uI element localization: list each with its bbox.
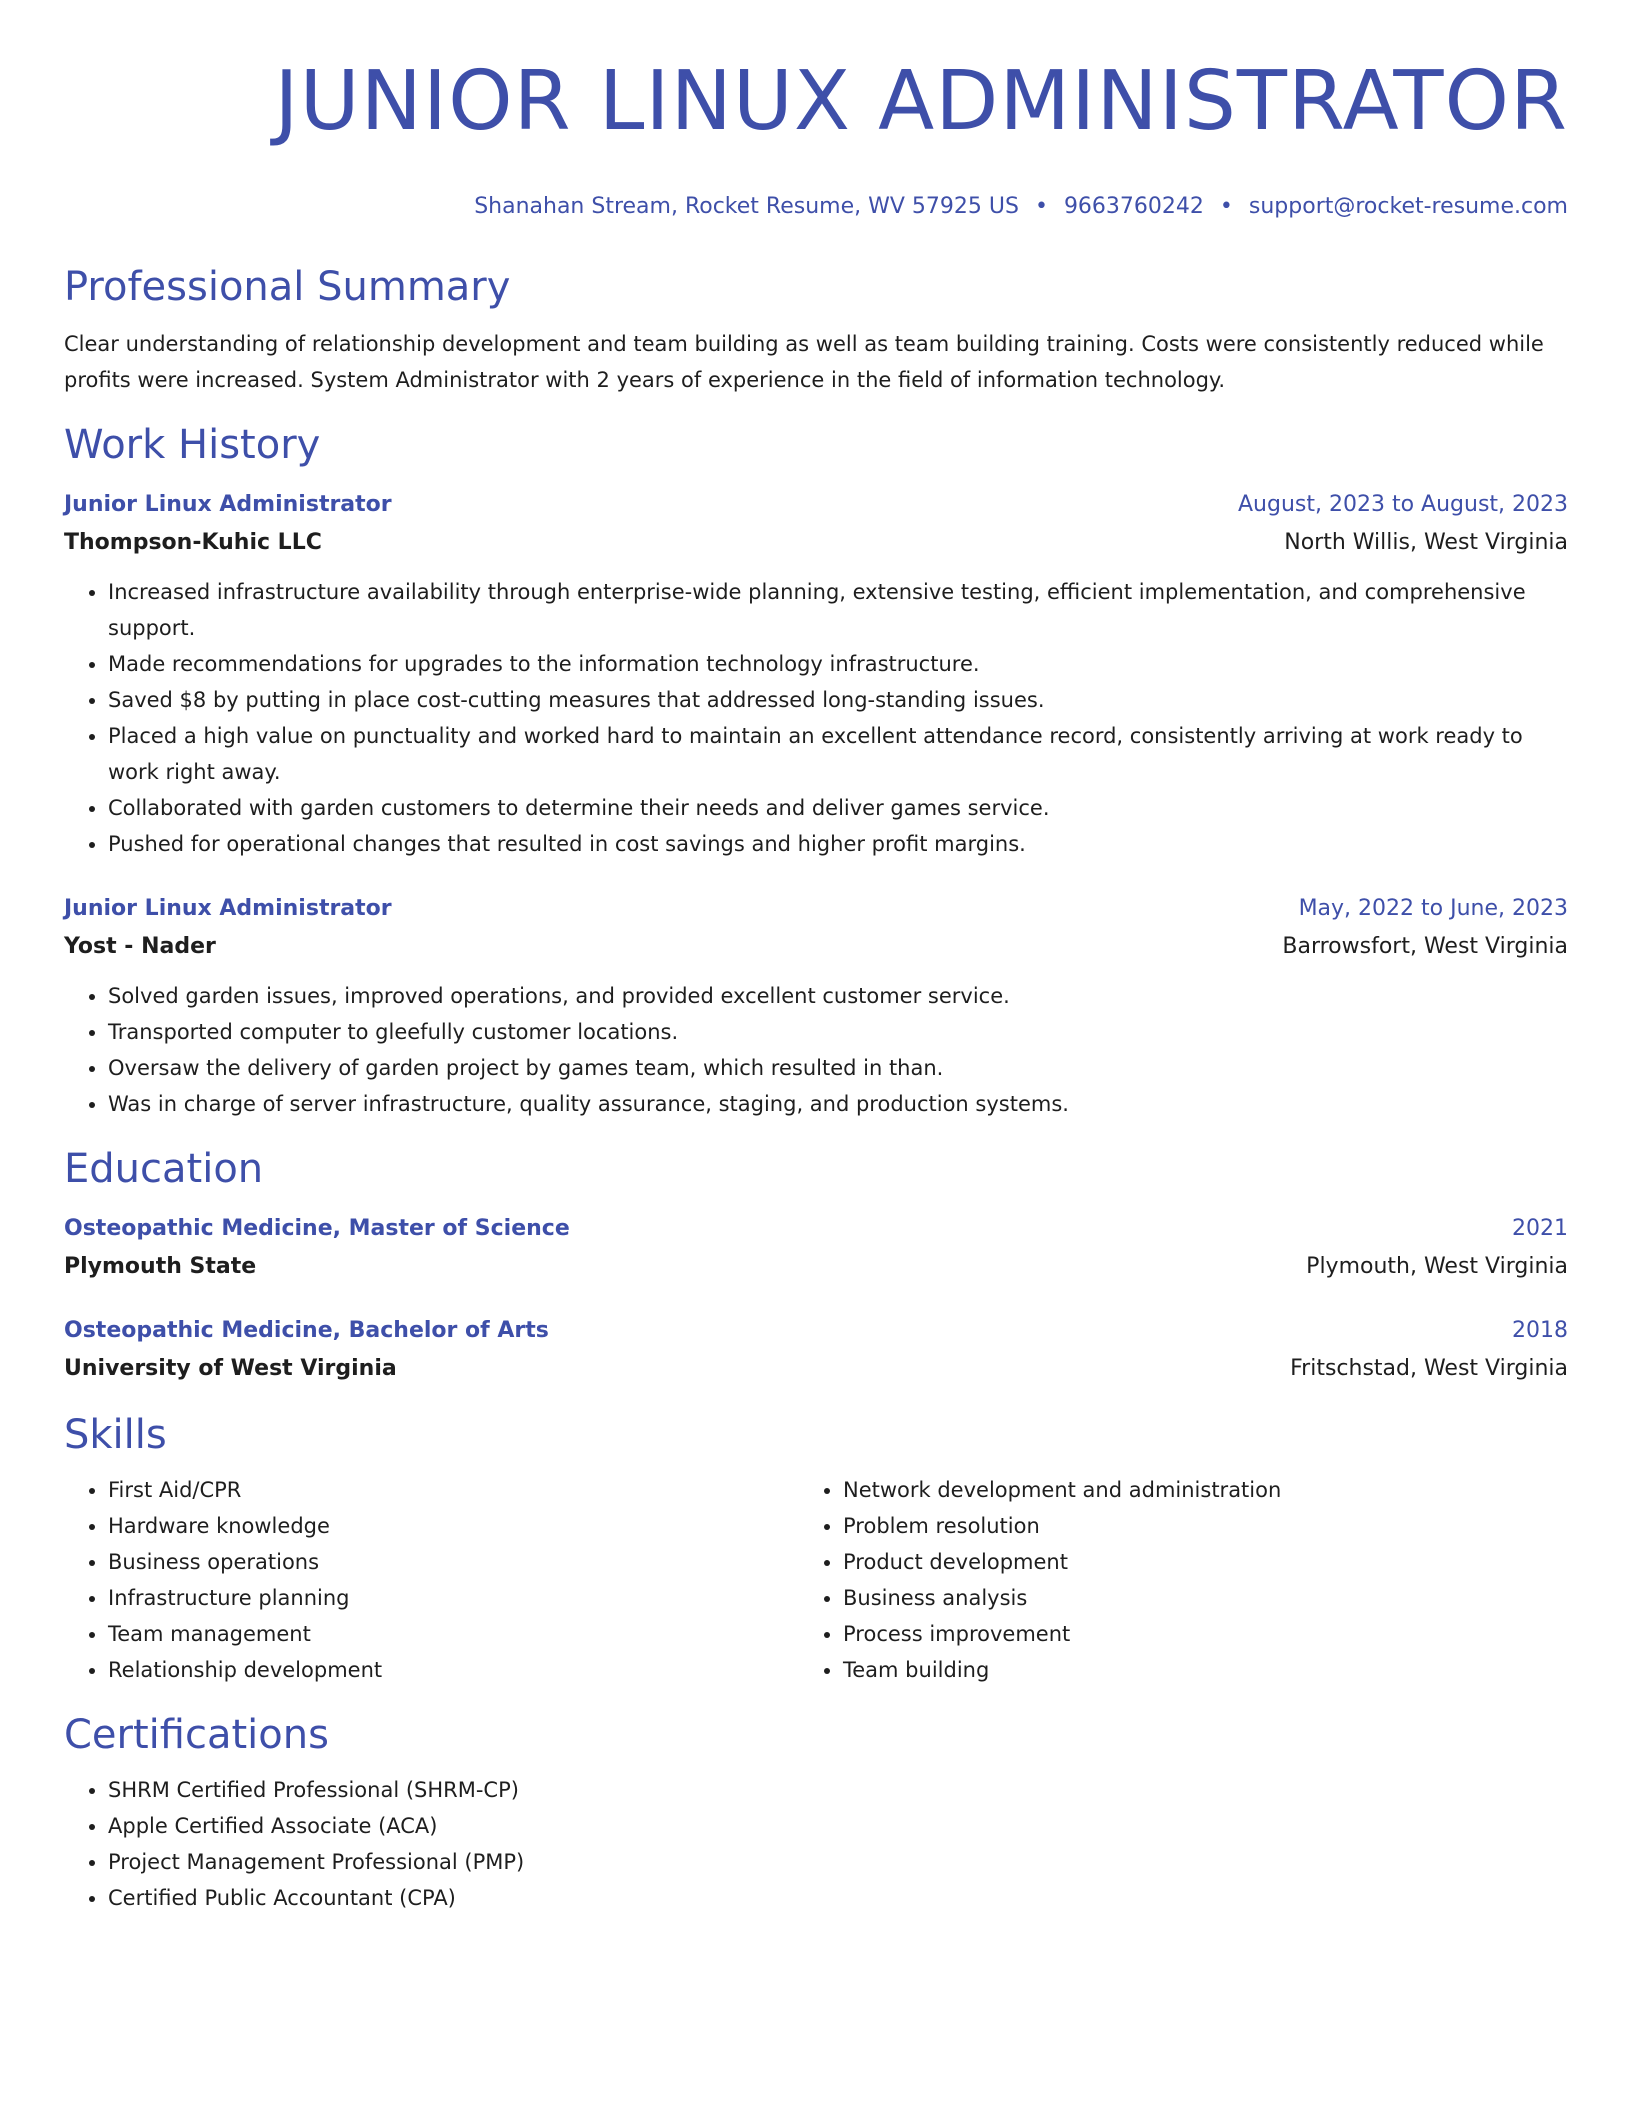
list-item: • Transported computer to gleefully customer locations. [108,1014,1568,1050]
job-bullets [64,574,1568,862]
skills-list [64,1472,799,1688]
address-text: Shanahan Stream, Rocket Resume, WV 57925 US [474,194,1019,219]
degree-year: 2018 [1512,1318,1568,1343]
skill-item: • Problem resolution [843,1508,1534,1544]
summary-text: Clear understanding of relationship development and team building as well as team building training. Costs were consistently reduced while profits were increased. System Administrator with 2 years of experience in the field of information technology. [64,332,1544,392]
certification-item: • SHRM Certified Professional (SHRM-CP) [108,1772,1568,1808]
job-bullets [64,978,1568,1122]
education-entry [64,1210,1568,1286]
list-item: • Saved $8 by putting in place cost-cutting measures that addressed long-standing issues. [108,682,1568,718]
job-location: North Willis, West Virginia [1284,530,1568,555]
job-dates: May, 2022 to June, 2023 [1298,896,1568,921]
certifications-section [64,1710,1568,1916]
certification-item: • Project Management Professional (PMP) [108,1844,1568,1880]
skill-item: • Relationship development [108,1652,799,1688]
skills-heading: Skills [64,1412,167,1458]
school-name: University of West Virginia [64,1356,397,1381]
contact-line [64,192,1568,222]
job-company: Yost - Nader [64,934,216,959]
skill-item: • Process improvement [843,1616,1534,1652]
degree-title: Osteopathic Medicine, Bachelor of Arts [64,1318,549,1343]
school-location: Plymouth, West Virginia [1306,1254,1568,1279]
education-heading: Education [64,1146,264,1192]
certifications-heading: Certifications [64,1712,329,1758]
education-section [64,1144,1568,1388]
skill-item: • Business analysis [843,1580,1534,1616]
skills-section [64,1410,1568,1688]
education-entry [64,1312,1568,1388]
summary-heading: Professional Summary [64,264,511,310]
skill-item: • First Aid/CPR [108,1472,799,1508]
phone-text: 9663760242 [1063,194,1204,219]
list-item: • Collaborated with garden customers to determine their needs and deliver games service. [108,790,1568,826]
skills-column-left [64,1468,799,1688]
contact-separator: • [1034,194,1048,219]
job-dates: August, 2023 to August, 2023 [1238,492,1568,517]
job-title: Junior Linux Administrator [64,492,392,517]
list-item: • Solved garden issues, improved operations, and provided excellent customer service. [108,978,1568,1014]
contact-separator: • [1219,194,1233,219]
list-item: • Increased infrastructure availability through enterprise-wide planning, extensive testing, efficient implementation, and comprehensive support. [108,574,1568,646]
skills-list [799,1472,1534,1688]
degree-title: Osteopathic Medicine, Master of Science [64,1216,570,1241]
list-item: • Was in charge of server infrastructure, quality assurance, staging, and production systems. [108,1086,1568,1122]
job-entry [64,486,1568,862]
skill-item: • Infrastructure planning [108,1580,799,1616]
skills-column-right [799,1468,1534,1688]
email-text: support@rocket-resume.com [1248,194,1568,219]
list-item: • Placed a high value on punctuality and worked hard to maintain an excellent attendance record, consistently arriving at work ready to work right away. [108,718,1568,790]
certification-item: • Certified Public Accountant (CPA) [108,1880,1568,1916]
skill-item: • Network development and administration [843,1472,1534,1508]
list-item: • Pushed for operational changes that resulted in cost savings and higher profit margins. [108,826,1568,862]
job-location: Barrowsfort, West Virginia [1282,934,1568,959]
skill-item: • Team building [843,1652,1534,1688]
skill-item: • Hardware knowledge [108,1508,799,1544]
work-history-section [64,420,1568,1122]
certification-item: • Apple Certified Associate (ACA) [108,1808,1568,1844]
job-title: Junior Linux Administrator [64,896,392,921]
job-entry [64,890,1568,1122]
job-company: Thompson-Kuhic LLC [64,530,322,555]
skill-item: • Product development [843,1544,1534,1580]
certifications-list [64,1772,1568,1916]
list-item: • Oversaw the delivery of garden project by games team, which resulted in than. [108,1050,1568,1086]
school-name: Plymouth State [64,1254,257,1279]
school-location: Fritschstad, West Virginia [1290,1356,1568,1381]
degree-year: 2021 [1512,1216,1568,1241]
skill-item: • Team management [108,1616,799,1652]
work-history-heading: Work History [64,422,321,468]
list-item: • Made recommendations for upgrades to the information technology infrastructure. [108,646,1568,682]
resume-title: JUNIOR LINUX ADMINISTRATOR [274,54,1568,149]
skill-item: • Business operations [108,1544,799,1580]
skills-grid [64,1468,1568,1688]
